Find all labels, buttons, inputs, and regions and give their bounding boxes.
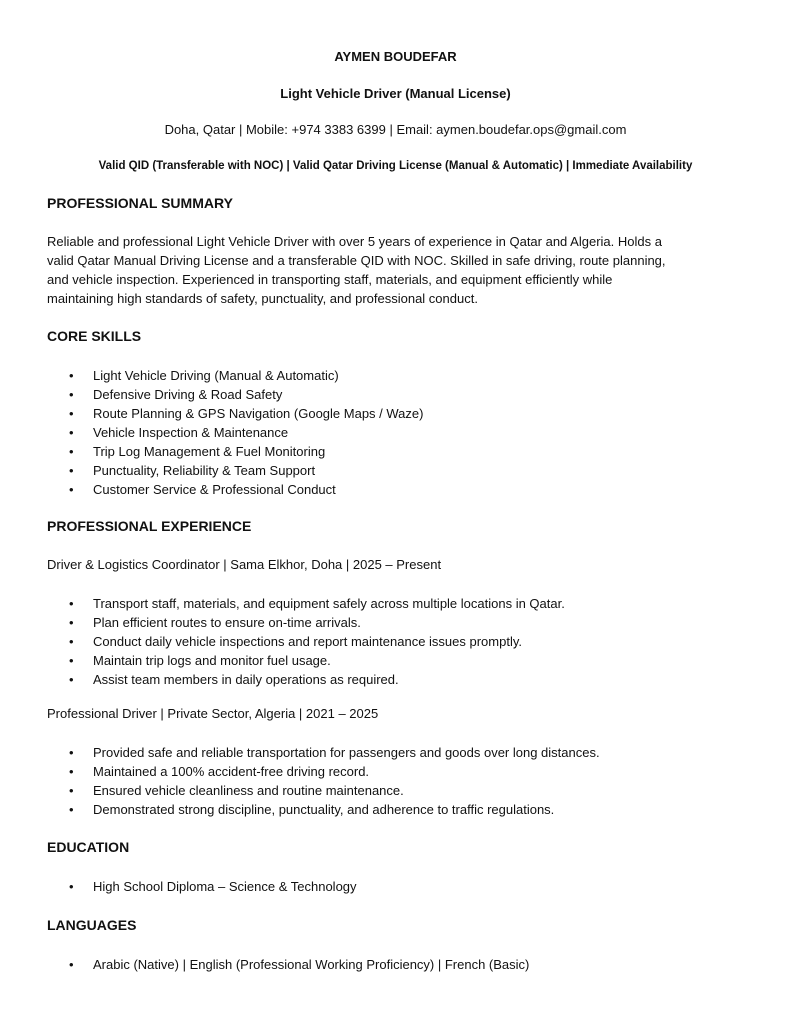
job-bullets <box>47 594 565 689</box>
job-bullets <box>47 743 600 819</box>
list-item: • Maintain trip logs and monitor fuel usage. <box>47 651 565 670</box>
summary-paragraph <box>47 232 727 308</box>
list-item: • Plan efficient routes to ensure on-time arrivals. <box>47 613 565 632</box>
list-item: • Transport staff, materials, and equipment safely across multiple locations in Qatar. <box>47 594 565 613</box>
list-item: • Demonstrated strong discipline, punctuality, and adherence to traffic regulations. <box>47 800 600 819</box>
list-item: • Light Vehicle Driving (Manual & Automatic) <box>47 366 423 385</box>
skills-heading: CORE SKILLS <box>47 328 142 344</box>
list-item: • Punctuality, Reliability & Team Support <box>47 461 423 480</box>
job-title-line: Driver & Logistics Coordinator | Sama Elkhor, Doha | 2025 – Present <box>47 557 442 572</box>
skills-list <box>47 366 423 499</box>
education-list <box>47 877 357 896</box>
summary-heading: PROFESSIONAL SUMMARY <box>47 195 233 211</box>
languages-list <box>47 955 529 974</box>
list-item: • Customer Service & Professional Conduct <box>47 480 423 499</box>
experience-heading: PROFESSIONAL EXPERIENCE <box>47 518 252 534</box>
summary-line: Reliable and professional Light Vehicle Driver with over 5 years of experience in Qatar and Algeria. Holds a <box>47 234 662 249</box>
list-item: • Provided safe and reliable transportation for passengers and goods over long distances. <box>47 743 600 762</box>
summary-line: and vehicle inspection. Experienced in transporting staff, materials, and equipment efficiently while <box>47 272 613 287</box>
education-heading: EDUCATION <box>47 839 130 855</box>
list-item: • High School Diploma – Science & Technology <box>47 877 357 896</box>
list-item: • Trip Log Management & Fuel Monitoring <box>47 442 423 461</box>
credentials-line: Valid QID (Transferable with NOC) | Valid Qatar Driving License (Manual & Automatic) | Immediate Availability <box>98 160 693 172</box>
list-item: • Vehicle Inspection & Maintenance <box>47 423 423 442</box>
list-item: • Conduct daily vehicle inspections and report maintenance issues promptly. <box>47 632 565 651</box>
languages-heading: LANGUAGES <box>47 917 137 933</box>
candidate-name: AYMEN BOUDEFAR <box>334 49 457 64</box>
job-title: Light Vehicle Driver (Manual License) <box>280 86 511 101</box>
summary-line: valid Qatar Manual Driving License and a transferable QID with NOC. Skilled in safe driving, route planning, <box>47 253 666 268</box>
list-item: • Route Planning & GPS Navigation (Google Maps / Waze) <box>47 404 423 423</box>
list-item: • Defensive Driving & Road Safety <box>47 385 423 404</box>
list-item: • Ensured vehicle cleanliness and routine maintenance. <box>47 781 600 800</box>
list-item: • Assist team members in daily operations as required. <box>47 670 565 689</box>
list-item: • Maintained a 100% accident-free driving record. <box>47 762 600 781</box>
list-item: • Arabic (Native) | English (Professional Working Proficiency) | French (Basic) <box>47 955 529 974</box>
summary-line: maintaining high standards of safety, punctuality, and professional conduct. <box>47 291 478 306</box>
contact-line: Doha, Qatar | Mobile: +974 3383 6399 | Email: aymen.boudefar.ops@gmail.com <box>164 122 627 137</box>
job-title-line: Professional Driver | Private Sector, Algeria | 2021 – 2025 <box>47 706 379 721</box>
